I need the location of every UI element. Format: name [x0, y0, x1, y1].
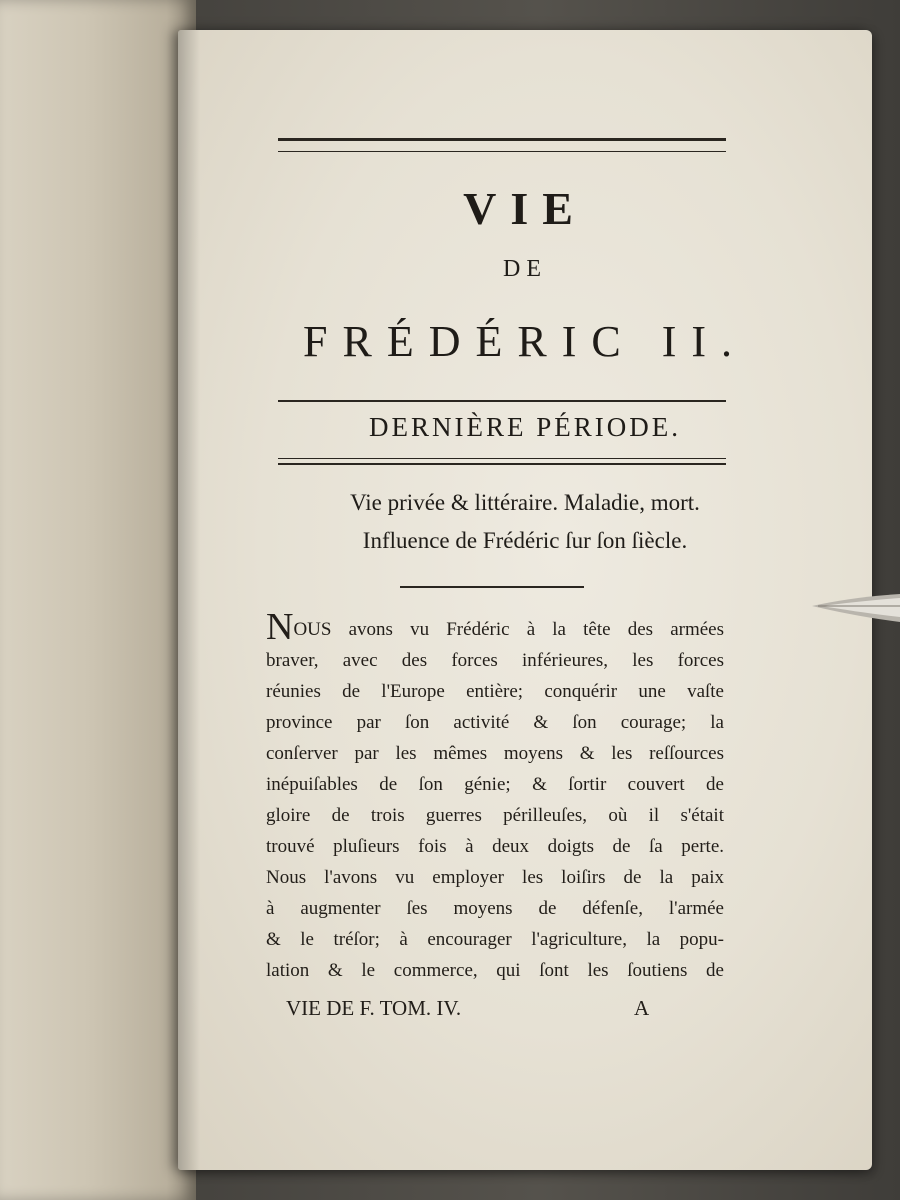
body-line: Nous l'avons vu employer les loiſirs de la paix: [266, 867, 724, 888]
body-line: [266, 606, 724, 648]
summary-line: Influence de Frédéric ſur ſon ſiècle.: [362, 528, 688, 553]
period-rule-below: [278, 458, 726, 465]
summary-line: Vie privée & littéraire. Maladie, mort.: [350, 490, 700, 515]
body-line: inépuiſables de ſon génie; & ſortir couvert de: [266, 774, 724, 795]
body-line: trouvé pluſieurs fois à deux doigts de ſa perte.: [266, 836, 724, 857]
body-line: & le tréſor; à encourager l'agriculture, la popu-: [266, 929, 724, 950]
body-line: braver, avec des forces inférieures, les forces: [266, 650, 724, 671]
body-line: gloire de trois guerres périlleuſes, où il s'était: [266, 805, 724, 826]
left-page: [0, 0, 196, 1200]
signature-letter: A: [634, 996, 650, 1020]
bookmark-clip-icon: [808, 586, 900, 630]
drop-cap: N: [266, 606, 294, 648]
top-double-rule: [278, 138, 726, 152]
title-vie: VIE: [463, 183, 587, 234]
body-line: conſerver par les mêmes moyens & les reſſources: [266, 743, 724, 764]
short-rule: [400, 586, 584, 588]
body-line-text: OUS avons vu Frédéric à la tête des armées: [293, 619, 724, 640]
body-text: [266, 606, 724, 986]
signature-mark: VIE DE F. TOM. IV.: [286, 996, 462, 1020]
period-rule-above: [278, 400, 726, 402]
body-line: réunies de l'Europe entière; conquérir une vaſte: [266, 681, 724, 702]
period-heading: DERNIÈRE PÉRIODE.: [369, 412, 681, 442]
title-name: FRÉDÉRIC II.: [303, 317, 747, 366]
right-page: [178, 30, 872, 1170]
chapter-summary: [178, 484, 872, 560]
title-de: DE: [503, 256, 547, 282]
body-line: lation & le commerce, qui ſont les ſoutiens de: [266, 960, 724, 981]
body-line: province par ſon activité & ſon courage; la: [266, 712, 724, 733]
body-line: à augmenter ſes moyens de défenſe, l'armée: [266, 898, 724, 919]
